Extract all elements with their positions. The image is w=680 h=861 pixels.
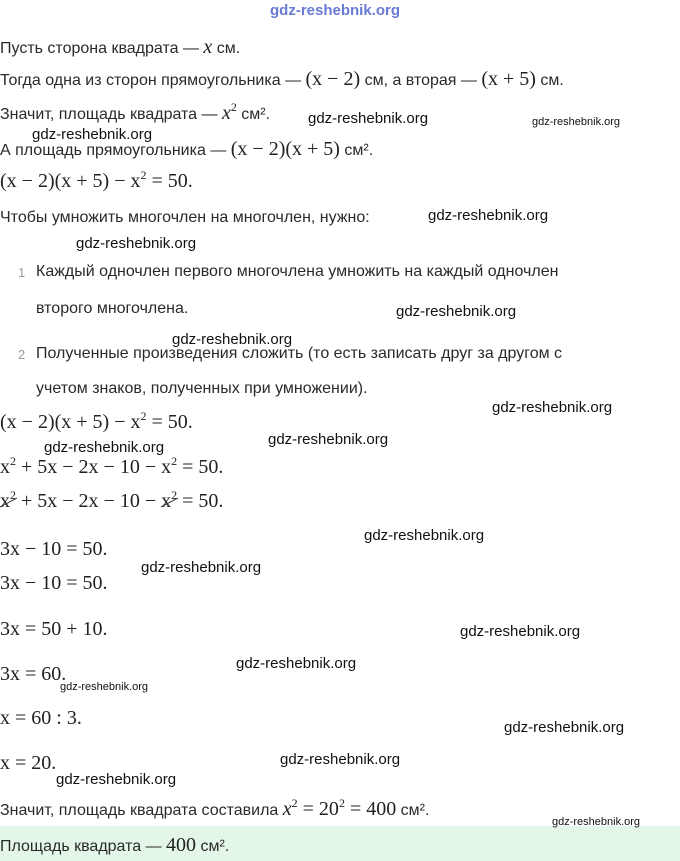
watermark: gdz-reshebnik.org — [268, 431, 389, 448]
var-x: x — [221, 102, 231, 124]
step-2-line-1: Полученные произведения сложить (то есть записать друг за другом с — [36, 345, 563, 362]
watermark: gdz-reshebnik.org — [532, 116, 621, 128]
text: А площадь прямоугольника — — [0, 142, 231, 159]
expr: (x + 5) — [481, 68, 536, 90]
text: Тогда одна из сторон прямоугольника — — [0, 72, 306, 89]
unit: см. — [535, 72, 564, 89]
step-1-line-1: Каждый одночлен первого многочлена умножить на каждый одночлен — [36, 263, 559, 280]
text: Площадь квадрата — — [0, 838, 167, 855]
watermark: gdz-reshebnik.org — [60, 681, 149, 693]
equation-3: $x^2 + 5x - 2x - 10 - x^2 = 50$. — [0, 454, 224, 478]
unit: см². — [339, 142, 374, 159]
watermark: gdz-reshebnik.org — [44, 439, 165, 456]
line-rectangle-sides — [0, 68, 564, 91]
step-2-number: 2 — [18, 347, 26, 362]
expr: (x − 2) — [305, 68, 361, 90]
text: см, а вторая — — [360, 72, 482, 89]
watermark: gdz-reshebnik.org — [141, 559, 262, 576]
unit: см². — [236, 106, 271, 123]
equation-6: 3x − 10 = 50. — [0, 572, 108, 594]
watermark: gdz-reshebnik.org — [460, 623, 581, 640]
watermark: gdz-reshebnik.org — [172, 331, 293, 348]
watermark: gdz-reshebnik.org — [32, 126, 153, 143]
line-square-area — [0, 102, 270, 125]
equation-7: 3x = 50 + 10. — [0, 618, 108, 640]
equation-10: x = 20. — [0, 752, 57, 774]
text: Значит, площадь квадрата составила — [0, 802, 283, 819]
step-1-line-2: второго многочлена. — [36, 300, 189, 317]
watermark: gdz-reshebnik.org — [280, 751, 401, 768]
cancelled-term: $x^2$ — [161, 488, 178, 512]
conclusion-line: Значит, площадь квадрата составила $x^2 = 20^2 = 400$ см². — [0, 796, 430, 820]
text: Значит, площадь квадрата — — [0, 106, 222, 123]
exponent: 2 — [230, 100, 237, 114]
step-1-number: 1 — [18, 265, 26, 280]
unit: см. — [212, 40, 241, 57]
equation-9: x = 60 : 3. — [0, 707, 82, 729]
watermark: gdz-reshebnik.org — [56, 771, 177, 788]
text: Пусть сторона квадрата — — [0, 40, 204, 57]
expr: (x − 2)(x + 5) — [230, 138, 340, 160]
watermark: gdz-reshebnik.org — [504, 719, 625, 736]
answer-value: 400 — [166, 834, 197, 856]
cancelled-term: $x^2$ — [0, 488, 16, 512]
equation-5: 3x − 10 = 50. — [0, 538, 108, 560]
watermark-top: gdz-reshebnik.org — [270, 2, 401, 19]
watermark: gdz-reshebnik.org — [236, 655, 357, 672]
line-square-side — [0, 36, 240, 59]
watermark: gdz-reshebnik.org — [492, 399, 613, 416]
unit: см². — [396, 802, 430, 819]
watermark: gdz-reshebnik.org — [428, 207, 549, 224]
watermark: gdz-reshebnik.org — [396, 303, 517, 320]
watermark: gdz-reshebnik.org — [364, 527, 485, 544]
equation-8: 3x = 60. — [0, 663, 67, 685]
unit: см². — [196, 838, 230, 855]
watermark: gdz-reshebnik.org — [308, 110, 429, 127]
equation-1: $(x - 2)(x + 5) - x^2 = 50$. — [0, 168, 193, 192]
var-x: x — [203, 36, 213, 58]
equation-2: $(x - 2)(x + 5) - x^2 = 50$. — [0, 409, 193, 433]
watermark: gdz-reshebnik.org — [76, 235, 197, 252]
answer-line — [0, 834, 229, 857]
line-rectangle-area — [0, 138, 373, 161]
rule-intro: Чтобы умножить многочлен на многочлен, нужно: — [0, 209, 370, 226]
watermark: gdz-reshebnik.org — [552, 816, 641, 828]
equation-4-cancelled: $x^2 + 5x - 2x - 10 - x^2 = 50$. — [0, 488, 224, 512]
step-2-line-2: учетом знаков, полученных при умножении). — [36, 380, 368, 397]
